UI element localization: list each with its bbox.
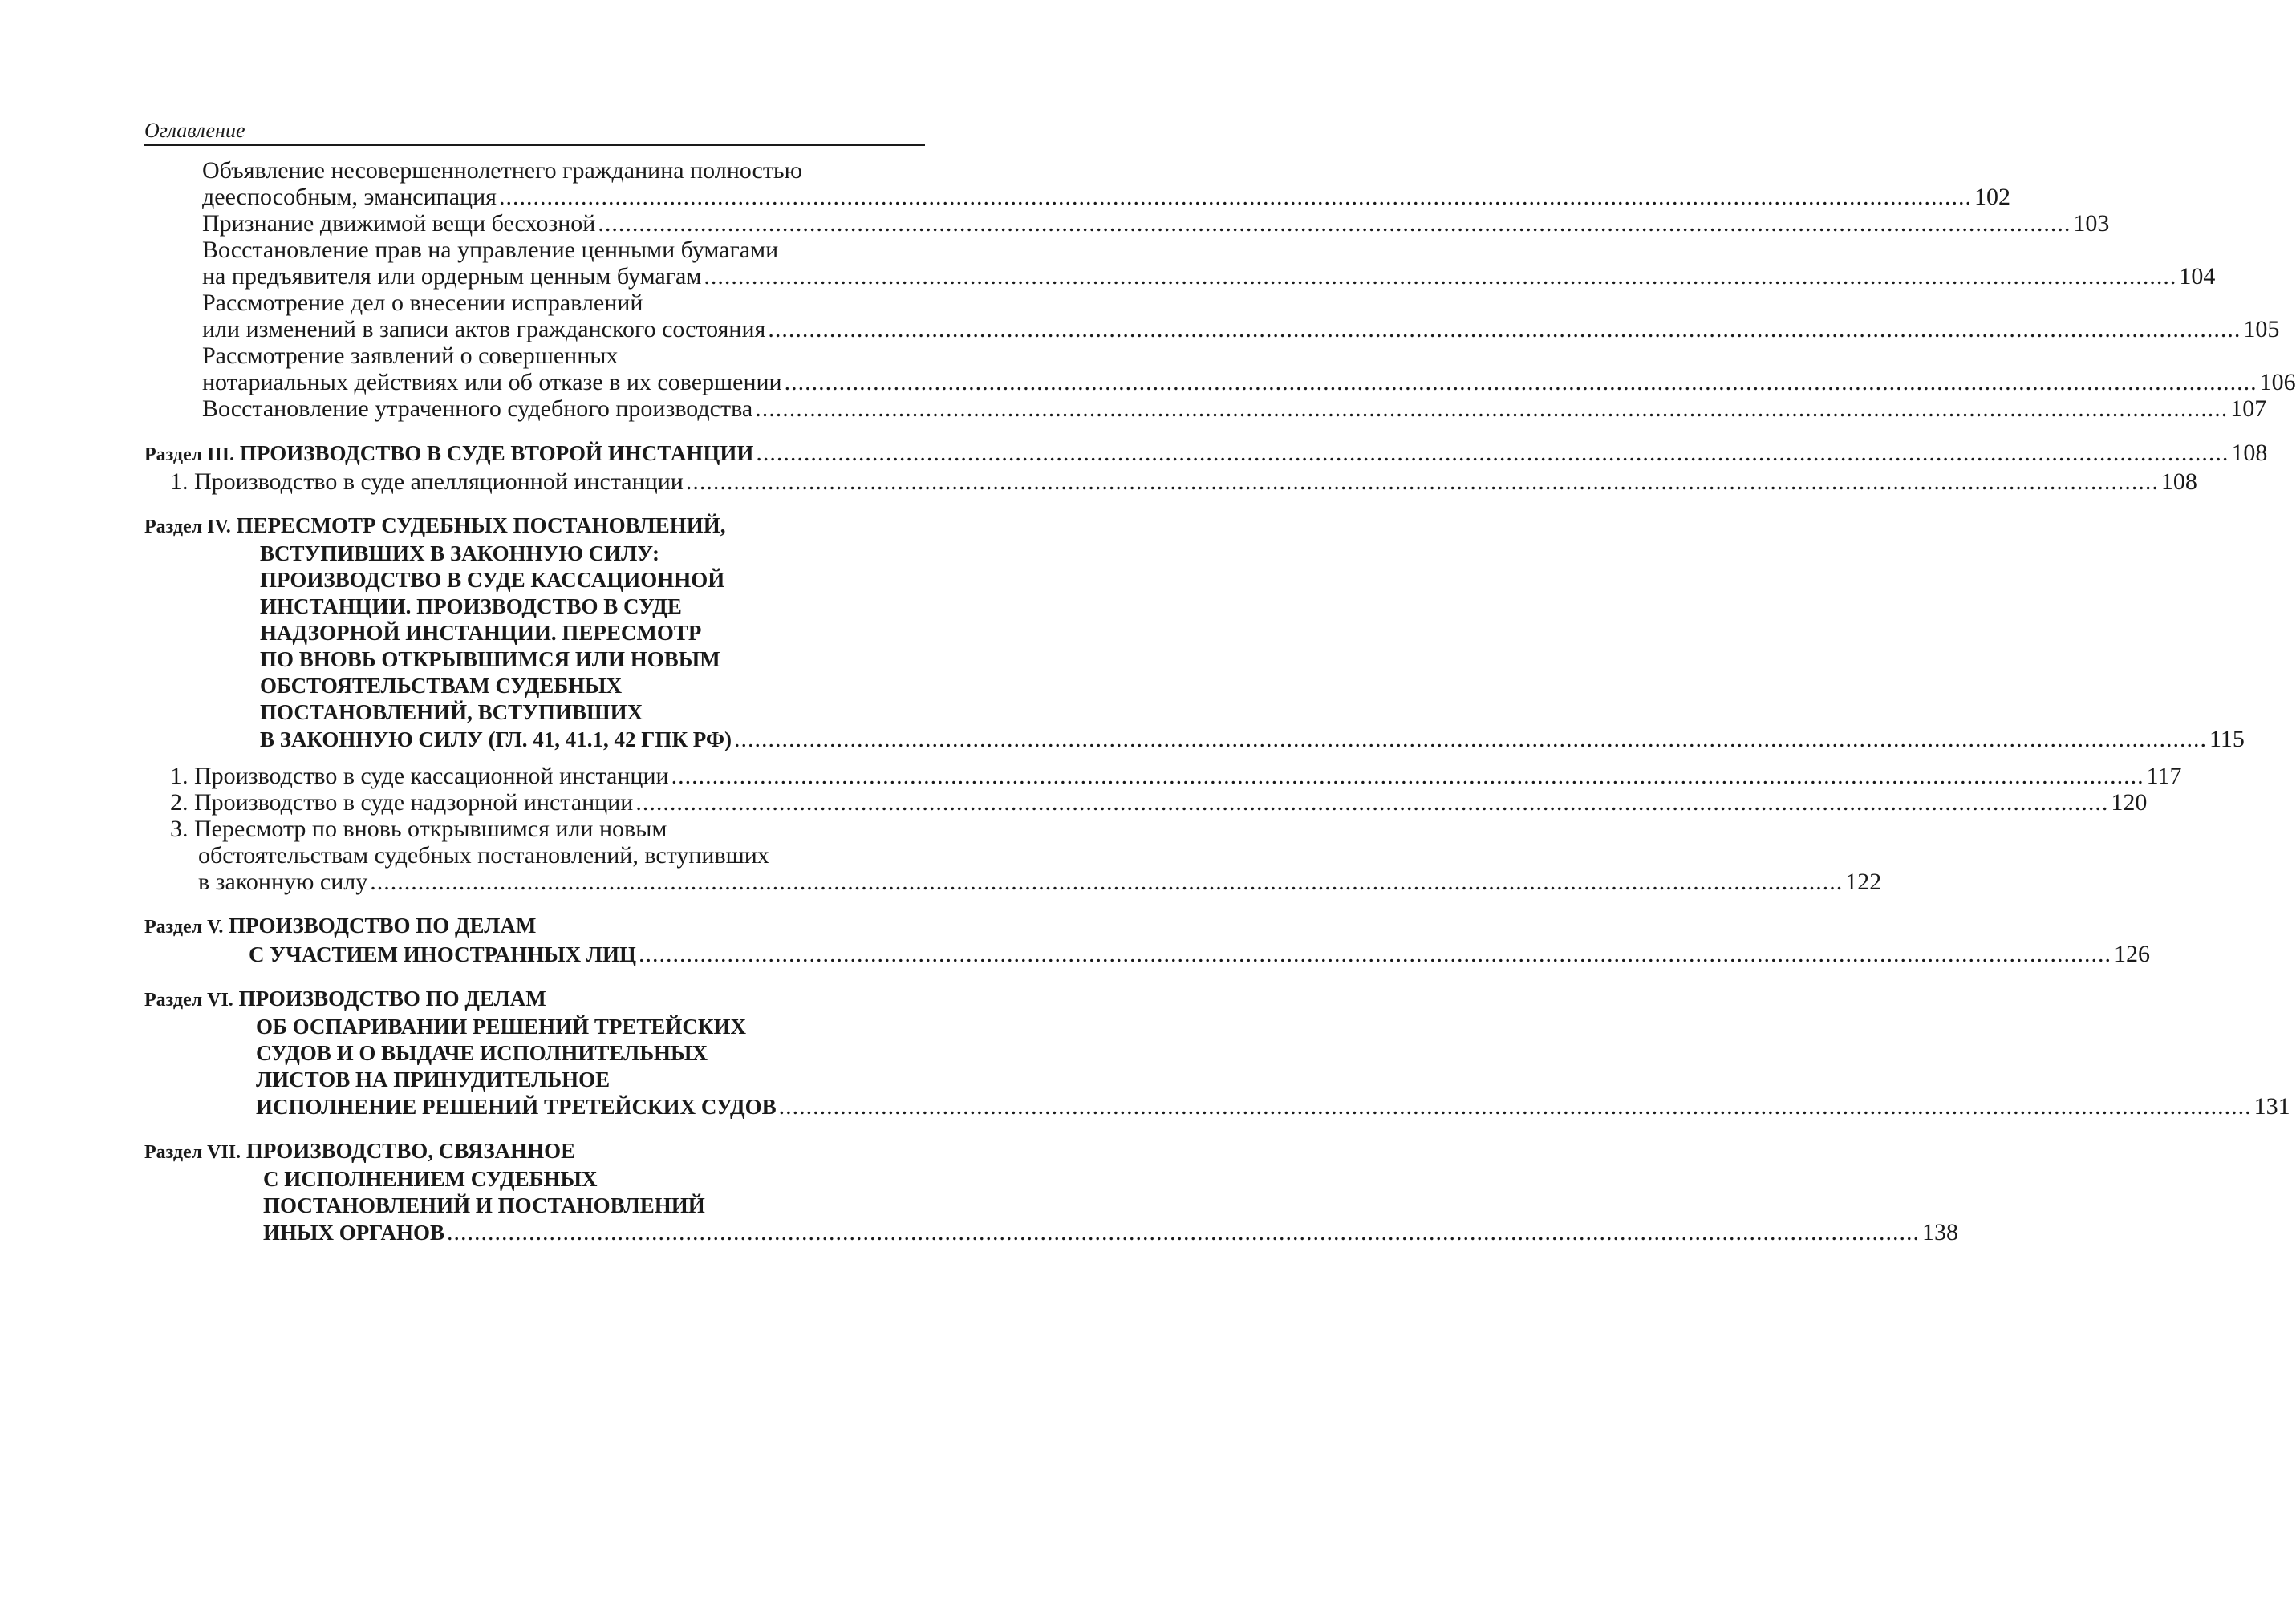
section-title-last-line: С УЧАСТИЕМ ИНОСТРАННЫХ ЛИЦ ........................................................................................................................................................................................................................ 126: [249, 941, 2151, 967]
toc-entry[interactable]: [144, 263, 2216, 290]
table-of-contents: [144, 157, 2296, 1246]
toc-entry[interactable]: [144, 184, 2010, 210]
toc-entry[interactable]: [144, 395, 2267, 422]
section-title-line: ВСТУПИВШИХ В ЗАКОННУЮ СИЛУ:: [260, 541, 660, 565]
leader-dots: ........................................................................................................................................................................................................................: [639, 941, 2112, 967]
toc-entry[interactable]: [144, 210, 2110, 237]
toc-entry-text: дееспособным, эмансипация: [202, 184, 497, 210]
toc-entry-text: или изменений в записи актов гражданского состояния: [202, 316, 766, 342]
leader-dots: ........................................................................................................................................................................................................................: [755, 395, 2229, 422]
leader-dots: ........................................................................................................................................................................................................................: [671, 763, 2144, 789]
toc-entry-text: Восстановление утраченного судебного производства: [202, 395, 753, 422]
leader-dots: ........................................................................................................................................................................................................................: [778, 1093, 2252, 1120]
toc-entry-line: [144, 342, 925, 369]
toc-entry[interactable]: [144, 369, 2296, 395]
page-number: 117: [2146, 763, 2182, 789]
section-title-line: ПРОИЗВОДСТВО В СУДЕ КАССАЦИОННОЙ: [260, 568, 725, 592]
section-title-line: СУДОВ И О ВЫДАЧЕ ИСПОЛНИТЕЛЬНЫХ: [256, 1041, 708, 1065]
leader-dots: ........................................................................................................................................................................................................................: [498, 184, 1972, 210]
toc-entry-text: Восстановление прав на управление ценными бумагами: [202, 237, 779, 263]
section-title-line: НАДЗОРНОЙ ИНСТАНЦИИ. ПЕРЕСМОТР: [260, 621, 702, 645]
section-6-heading[interactable]: [144, 986, 925, 1014]
toc-entry-text: Рассмотрение дел о внесении исправлений: [202, 290, 643, 316]
section-title: ПРОИЗВОДСТВО В СУДЕ ВТОРОЙ ИНСТАНЦИИ: [239, 441, 754, 465]
section-label: Раздел IV.: [144, 516, 231, 537]
page-number: 126: [2114, 941, 2151, 967]
header-rule: [144, 144, 925, 146]
toc-entry-text: 2. Производство в суде надзорной инстанции: [170, 789, 634, 816]
toc-subentry-line: [144, 816, 925, 842]
leader-dots: ........................................................................................................................................................................................................................: [635, 789, 2109, 816]
section-title-line: ПОСТАНОВЛЕНИЙ, ВСТУПИВШИХ: [260, 700, 643, 724]
running-header: Оглавление: [144, 119, 245, 142]
toc-entry-line: [144, 237, 925, 263]
page-number: 138: [1922, 1219, 1959, 1246]
section-title: ПЕРЕСМОТР СУДЕБНЫХ ПОСТАНОВЛЕНИЙ,: [236, 513, 726, 537]
toc-entry-text: Объявление несовершеннолетнего гражданина полностью: [202, 157, 803, 184]
section-label: Раздел VII.: [144, 1142, 241, 1163]
section-title-line: ПОСТАНОВЛЕНИЙ И ПОСТАНОВЛЕНИЙ: [263, 1193, 705, 1217]
section-3-heading[interactable]: [144, 439, 2268, 468]
page-number: 120: [2111, 789, 2148, 816]
leader-dots: ........................................................................................................................................................................................................................: [447, 1219, 1921, 1246]
page-number: 108: [2231, 439, 2268, 466]
page-number: 106: [2259, 369, 2296, 395]
section-5-heading[interactable]: [144, 913, 925, 941]
section-label: Раздел V.: [144, 917, 224, 938]
page-number: 103: [2073, 210, 2110, 237]
page-number: 122: [1845, 869, 1882, 895]
leader-dots: ........................................................................................................................................................................................................................: [370, 869, 1844, 895]
section-7-heading[interactable]: [144, 1138, 925, 1166]
section-title: ПРОИЗВОДСТВО, СВЯЗАННОЕ: [245, 1139, 576, 1163]
toc-entry-text: на предъявителя или ордерным ценным бумагам: [202, 263, 702, 290]
toc-entry-text: 1. Производство в суде апелляционной инстанции: [170, 468, 684, 495]
toc-entry[interactable]: [144, 316, 2280, 342]
leader-dots: ........................................................................................................................................................................................................................: [598, 210, 2071, 237]
section-title-line: ПО ВНОВЬ ОТКРЫВШИМСЯ ИЛИ НОВЫМ: [260, 647, 720, 671]
section-label: Раздел VI.: [144, 990, 233, 1011]
toc-entry-text: Признание движимой вещи бесхозной: [202, 210, 596, 237]
toc-subentry[interactable]: в законную силу ........................................................................................................................................................................................................................ 122: [198, 869, 1882, 895]
section-4-heading[interactable]: [144, 512, 925, 541]
section-title-last-line: В ЗАКОННУЮ СИЛУ (ГЛ. 41, 41.1, 42 ГПК РФ) ........................................................................................................................................................................................................................ 115: [260, 726, 2245, 752]
page-number: 104: [2179, 263, 2216, 290]
page-number: 102: [1974, 184, 2010, 210]
toc-entry-line: [144, 157, 925, 184]
leader-dots: ........................................................................................................................................................................................................................: [784, 369, 2257, 395]
toc-entry-text: Рассмотрение заявлений о совершенных: [202, 342, 619, 369]
toc-entry-line: [144, 290, 925, 316]
section-title-line: С ИСПОЛНЕНИЕМ СУДЕБНЫХ: [263, 1167, 598, 1191]
leader-dots: ........................................................................................................................................................................................................................: [756, 439, 2229, 466]
page-number: 131: [2253, 1093, 2290, 1120]
section-title-last-line: ИСПОЛНЕНИЕ РЕШЕНИЙ ТРЕТЕЙСКИХ СУДОВ ........................................................................................................................................................................................................................ 131: [256, 1093, 2290, 1120]
toc-entry-text: 1. Производство в суде кассационной инстанции: [170, 763, 669, 789]
toc-entry-text: 3. Пересмотр по вновь открывшимся или новым: [170, 816, 667, 842]
page-number: 105: [2243, 316, 2280, 342]
section-title-line: ИНСТАНЦИИ. ПРОИЗВОДСТВО В СУДЕ: [260, 594, 682, 618]
section-title-line: ОБСТОЯТЕЛЬСТВАМ СУДЕБНЫХ: [260, 674, 623, 698]
page-number: 115: [2209, 726, 2245, 752]
page-number: 107: [2230, 395, 2267, 422]
toc-subentry[interactable]: [144, 468, 2197, 495]
toc-subentry[interactable]: [144, 789, 2148, 816]
leader-dots: ........................................................................................................................................................................................................................: [768, 316, 2241, 342]
section-label: Раздел III.: [144, 444, 235, 465]
toc-subentry[interactable]: [144, 763, 2182, 789]
section-title: ПРОИЗВОДСТВО ПО ДЕЛАМ: [229, 913, 537, 938]
leader-dots: ........................................................................................................................................................................................................................: [704, 263, 2177, 290]
section-title-line: ОБ ОСПАРИВАНИИ РЕШЕНИЙ ТРЕТЕЙСКИХ: [256, 1015, 747, 1039]
page-number: 108: [2160, 468, 2197, 495]
section-title: ПРОИЗВОДСТВО ПО ДЕЛАМ: [238, 986, 546, 1011]
section-title-last-line: ИНЫХ ОРГАНОВ ........................................................................................................................................................................................................................ 138: [263, 1219, 1959, 1246]
leader-dots: ........................................................................................................................................................................................................................: [685, 468, 2159, 495]
leader-dots: ........................................................................................................................................................................................................................: [734, 726, 2208, 752]
toc-entry-text: нотариальных действиях или об отказе в их совершении: [202, 369, 782, 395]
section-title-line: ЛИСТОВ НА ПРИНУДИТЕЛЬНОЕ: [256, 1067, 611, 1092]
toc-subentry-line: обстоятельствам судебных постановлений, вступивших: [198, 842, 769, 869]
